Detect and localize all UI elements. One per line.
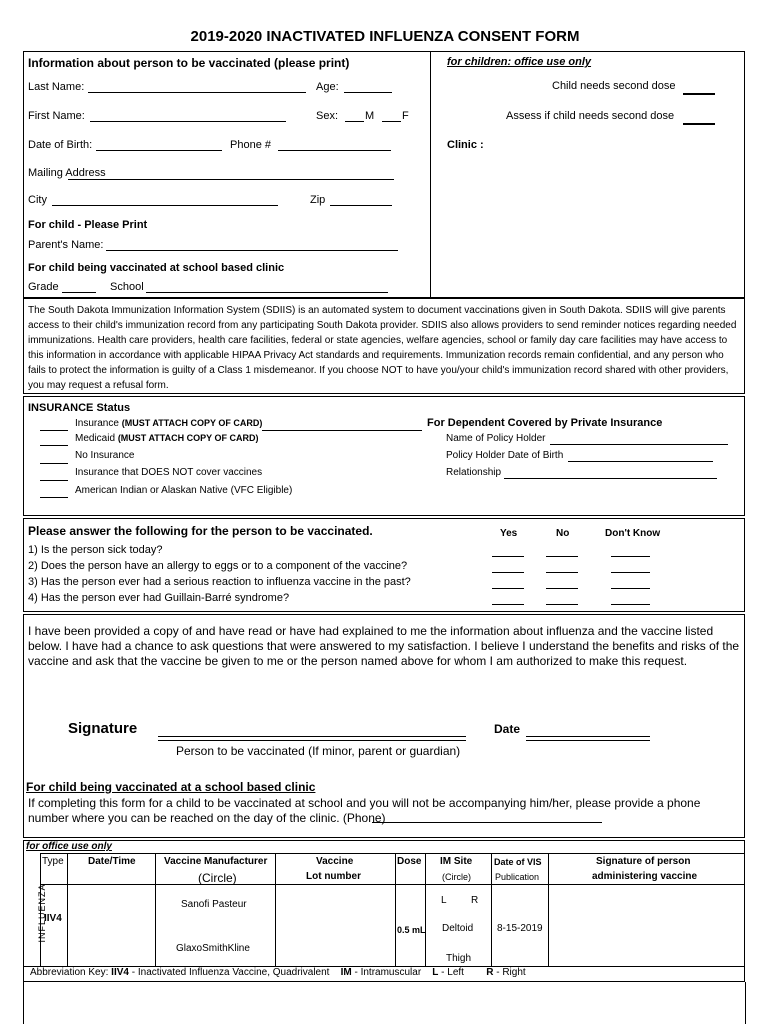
signature-label: Signature bbox=[68, 720, 138, 737]
relationship-label: Relationship bbox=[446, 467, 502, 478]
col-line-6 bbox=[491, 853, 492, 966]
col-line-7 bbox=[548, 853, 549, 966]
office-table-top bbox=[40, 853, 745, 854]
parent-name-label: Parent's Name: bbox=[28, 239, 104, 251]
policy-holder-field[interactable] bbox=[550, 444, 728, 445]
site-right[interactable]: R bbox=[471, 895, 479, 906]
age-field[interactable] bbox=[344, 92, 392, 93]
children-office-header: for children: office use only bbox=[447, 56, 592, 68]
type-value: IIV4 bbox=[44, 913, 62, 924]
col-site: IM Site bbox=[440, 856, 473, 867]
q3-yes[interactable] bbox=[492, 588, 524, 589]
second-dose-label: Child needs second dose bbox=[552, 80, 676, 92]
q1-dont-know[interactable] bbox=[611, 556, 650, 557]
col-line-2 bbox=[155, 853, 156, 966]
sdiis-text: The South Dakota Immunization Information System (SDIIS) is an automated system to document vaccinations given in South Dakota. SDIIS will give parents access to their child's immunization record from any participating South Dakota provider. SDIIS also allows providers to send reminder notices regarding needed immunizations. Health care providers, health care facilities, federal or state agencies, welfare agencies, school or family day care facilities may have access to this information in accordance with applicable HIPAA Privacy Act standards and requirements. Immunization records remain confidential, and any person who fails to protect the information is guilty of a Class 1 misdemeanor. If you choose NOT to have you/your child's immunization record shared with other providers, you may request a refusal form. bbox=[28, 305, 737, 391]
date-underline bbox=[526, 740, 650, 741]
zip-label: Zip bbox=[310, 194, 326, 206]
col-mfr-circle: (Circle) bbox=[198, 871, 237, 885]
col-site-circle: (Circle) bbox=[442, 872, 471, 882]
insurance-opt3: No Insurance bbox=[75, 450, 135, 461]
col-sig2: administering vaccine bbox=[592, 871, 698, 882]
sex-f-label: F bbox=[402, 110, 409, 122]
q3-dont-know[interactable] bbox=[611, 588, 650, 589]
signature-field[interactable] bbox=[158, 736, 466, 737]
frame-left bbox=[23, 982, 24, 1024]
date-field[interactable] bbox=[526, 736, 650, 737]
last-name-field[interactable] bbox=[88, 92, 306, 93]
form-title: 2019-2020 INACTIVATED INFLUENZA CONSENT FORM bbox=[190, 28, 580, 45]
insurance-checkbox-1[interactable] bbox=[40, 430, 68, 431]
signature-underline bbox=[158, 740, 466, 741]
sex-m-field[interactable] bbox=[345, 121, 364, 122]
col-dose: Dose bbox=[397, 856, 422, 867]
col-datetime: Date/Time bbox=[88, 856, 136, 867]
office-table-header-bottom bbox=[40, 884, 745, 885]
zip-field[interactable] bbox=[330, 205, 392, 206]
signature-sub: Person to be vaccinated (If minor, parent or guardian) bbox=[176, 744, 461, 758]
city-label: City bbox=[28, 194, 47, 206]
insurance-checkbox-5[interactable] bbox=[40, 497, 68, 498]
policy-dob-field[interactable] bbox=[568, 461, 713, 462]
school-clinic-text1: If completing this form for a child to be vaccinated at school and you will not be accompanying him/her, please provide a phone bbox=[28, 796, 701, 810]
col-vis: Date of VIS bbox=[494, 857, 542, 867]
consent-text: I have been provided a copy of and have read or have had explained to me the information about influenza and the vaccine listed below. I have had a chance to ask questions that were answered to my satisfaction. I believe I understand the benefits and risks of the vaccine and ask that the vaccine be given to me or the person named above for whom I am authorized to make this request. bbox=[28, 624, 740, 668]
last-name-label: Last Name: bbox=[28, 81, 85, 93]
grade-field[interactable] bbox=[62, 292, 96, 293]
col-lot: Lot number bbox=[306, 871, 361, 882]
dob-field[interactable] bbox=[96, 150, 222, 151]
first-name-field[interactable] bbox=[90, 121, 286, 122]
policy-holder-label: Name of Policy Holder bbox=[446, 433, 546, 444]
q4-no[interactable] bbox=[546, 604, 578, 605]
dose-value: 0.5 mL bbox=[397, 925, 426, 935]
question-4: 4) Has the person ever had Guillain-Barré syndrome? bbox=[28, 592, 290, 604]
question-2: 2) Does the person have an allergy to eggs or to a component of the vaccine? bbox=[28, 560, 408, 572]
section-divider bbox=[430, 51, 431, 298]
sex-m-label: M bbox=[365, 110, 375, 122]
age-label: Age: bbox=[316, 81, 339, 93]
vis-value: 8-15-2019 bbox=[497, 923, 543, 934]
second-dose-field[interactable] bbox=[683, 93, 715, 95]
q3-no[interactable] bbox=[546, 588, 578, 589]
dont-know-header: Don't Know bbox=[605, 528, 661, 539]
clinic-label: Clinic : bbox=[447, 139, 484, 151]
insurance-opt2: Medicaid (MUST ATTACH COPY OF CARD) bbox=[75, 433, 259, 444]
influenza-vertical-label: INFLUENZA bbox=[37, 883, 47, 943]
abbreviation-key: Abbreviation Key: IIV4 - Inactivated Influenza Vaccine, Quadrivalent IM - Intramuscular L - Left R - Right bbox=[30, 967, 526, 978]
relationship-field[interactable] bbox=[504, 478, 717, 479]
col-line-4 bbox=[395, 853, 396, 966]
col-sig: Signature of person bbox=[596, 856, 691, 867]
school-label: School bbox=[110, 281, 144, 293]
mailing-field[interactable] bbox=[68, 179, 394, 180]
mfr-sanofi[interactable]: Sanofi Pasteur bbox=[181, 899, 247, 910]
questions-header: Please answer the following for the person to be vaccinated. bbox=[28, 524, 373, 538]
insurance-header: INSURANCE Status bbox=[28, 402, 131, 414]
insurance-name-field[interactable] bbox=[262, 430, 422, 431]
phone-label: Phone # bbox=[230, 139, 271, 151]
mfr-gsk[interactable]: GlaxoSmithKline bbox=[176, 943, 250, 954]
mailing-label: Mailing Address bbox=[28, 167, 106, 179]
col-line-3 bbox=[275, 853, 276, 966]
insurance-checkbox-3[interactable] bbox=[40, 463, 68, 464]
col-mfr: Vaccine Manufacturer bbox=[164, 856, 268, 867]
q2-no[interactable] bbox=[546, 572, 578, 573]
col-vis-pub: Publication bbox=[495, 872, 540, 882]
dob-label: Date of Birth: bbox=[28, 139, 93, 151]
person-info-header: Information about person to be vaccinated (please print) bbox=[28, 56, 350, 70]
school-field[interactable] bbox=[146, 292, 388, 293]
assess-second-field[interactable] bbox=[683, 123, 715, 125]
question-3: 3) Has the person ever had a serious reaction to influenza vaccine in the past? bbox=[28, 576, 411, 588]
first-name-label: First Name: bbox=[28, 110, 85, 122]
frame-right bbox=[745, 982, 746, 1024]
col-vaccine: Vaccine bbox=[316, 856, 354, 867]
grade-label: Grade bbox=[28, 281, 59, 293]
col-type: Type bbox=[42, 856, 64, 867]
sex-f-field[interactable] bbox=[382, 121, 401, 122]
insurance-checkbox-4[interactable] bbox=[40, 480, 68, 481]
site-thigh[interactable]: Thigh bbox=[446, 953, 472, 964]
site-left[interactable]: L bbox=[441, 895, 447, 906]
city-field[interactable] bbox=[52, 205, 278, 206]
no-header: No bbox=[556, 528, 570, 539]
school-clinic-text2: number where you can be reached on the day of the clinic. (Phone) bbox=[28, 811, 386, 825]
office-header: for office use only bbox=[26, 841, 112, 852]
q1-no[interactable] bbox=[546, 556, 578, 557]
school-clinic-label: For child being vaccinated at school based clinic bbox=[28, 262, 285, 274]
insurance-checkbox-2[interactable] bbox=[40, 445, 68, 446]
insurance-opt4: Insurance that DOES NOT cover vaccines bbox=[75, 467, 263, 478]
date-label: Date bbox=[494, 722, 521, 736]
school-phone-field[interactable] bbox=[372, 822, 602, 823]
q1-yes[interactable] bbox=[492, 556, 524, 557]
insurance-opt1: Insurance (MUST ATTACH COPY OF CARD) bbox=[75, 418, 263, 429]
dependent-header: For Dependent Covered by Private Insurance bbox=[427, 417, 663, 429]
yes-header: Yes bbox=[500, 528, 518, 539]
parent-name-field[interactable] bbox=[106, 250, 398, 251]
col-line-5 bbox=[425, 853, 426, 966]
assess-second-label: Assess if child needs second dose bbox=[506, 110, 675, 122]
q2-dont-know[interactable] bbox=[611, 572, 650, 573]
child-print-label: For child - Please Print bbox=[28, 219, 148, 231]
question-1: 1) Is the person sick today? bbox=[28, 544, 163, 556]
insurance-opt5: American Indian or Alaskan Native (VFC Eligible) bbox=[75, 485, 293, 496]
site-deltoid[interactable]: Deltoid bbox=[442, 923, 474, 934]
sex-label: Sex: bbox=[316, 110, 339, 122]
q2-yes[interactable] bbox=[492, 572, 524, 573]
col-line-1 bbox=[67, 853, 68, 966]
q4-dont-know[interactable] bbox=[611, 604, 650, 605]
policy-dob-label: Policy Holder Date of Birth bbox=[446, 450, 564, 461]
phone-field[interactable] bbox=[278, 150, 391, 151]
school-clinic-header: For child being vaccinated at a school based clinic bbox=[26, 780, 316, 794]
q4-yes[interactable] bbox=[492, 604, 524, 605]
